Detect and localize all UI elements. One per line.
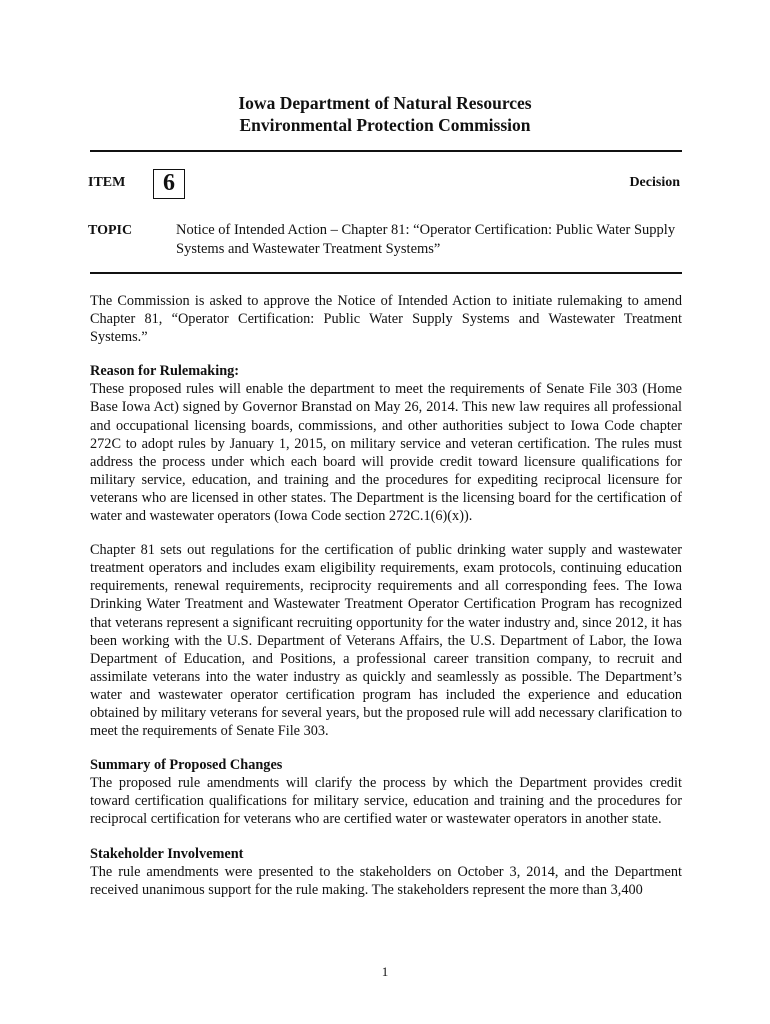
bottom-divider xyxy=(90,272,682,274)
item-label: ITEM xyxy=(88,175,126,190)
top-divider xyxy=(90,150,682,152)
document-body xyxy=(90,292,682,899)
stakeholder-paragraph: The rule amendments were presented to the stakeholders on October 3, 2014, and the Department received unanimous support for the rule making. The stakeholders represent the more than 3,400 xyxy=(90,863,682,898)
commission-title: Environmental Protection Commission xyxy=(239,115,531,135)
item-number-box: 6 xyxy=(153,169,185,199)
summary-section xyxy=(90,756,682,828)
document-header xyxy=(0,92,770,136)
summary-heading: Summary of Proposed Changes xyxy=(90,757,283,774)
stakeholder-heading: Stakeholder Involvement xyxy=(90,845,244,862)
reason-paragraph: These proposed rules will enable the department to meet the requirements of Senate File 303 (Home Base Iowa Act) signed by Governor Branstad on May 26, 2014. This new law requires all professional and occupational licensing boards, commissions, and other authorities subject to Iowa Code chapter 272C to adopt rules by January 1, 2015, on military service and veteran certification. The rules must address the process under which each board will provide credit toward licensure qualifications for military service, education, and training and the procedures for expediting reciprocal licensure for veterans who are licensed in other states. The Department is the licensing board for the certification of water and wastewater operators (Iowa Code section 272C.1(6)(x)). xyxy=(90,381,682,525)
topic-label: TOPIC xyxy=(88,223,133,238)
topic-text: Notice of Intended Action – Chapter 81: “Operator Certification: Public Water Supply Systems and Wastewater Treatment Systems” xyxy=(176,222,676,257)
summary-paragraph: The proposed rule amendments will clarify the process by which the Department provides credit toward certification qualifications for military service, education and training and the procedures for reciprocal certification for veterans who are certified water or wastewater operators in another state. xyxy=(90,775,682,828)
stakeholder-section xyxy=(90,845,682,899)
chapter81-paragraph: Chapter 81 sets out regulations for the certification of public drinking water supply and wastewater treatment operators and includes exam eligibility requirements, exam protocols, continuing education requirements, renewal requirements, reciprocity requirements and all corresponding fees. The Iowa Drinking Water Treatment and Wastewater Treatment Operator Certification Program has recognized that veterans represent a significant recruiting opportunity for the water industry and, since 2012, it has been working with the U.S. Department of Veterans Affairs, the U.S. Department of Labor, the Iowa Department of Education, and Positions, a professional career transition company, to recruit and assimilate veterans into the water industry as quickly and seamlessly as possible. The Department’s water and wastewater operator certification program has included the experience and education obtained by military veterans for several years, but the proposed rule will add necessary clarification to meet the requirements of Senate File 303. xyxy=(90,542,682,740)
decision-label: Decision xyxy=(629,175,680,190)
reason-section xyxy=(90,362,682,525)
reason-heading: Reason for Rulemaking: xyxy=(90,363,240,380)
department-title: Iowa Department of Natural Resources xyxy=(238,93,532,113)
intro-paragraph: The Commission is asked to approve the Notice of Intended Action to initiate rulemaking to amend Chapter 81, “Operator Certification: Public Water Supply Systems and Wastewater Treatment Systems.” xyxy=(90,293,682,346)
page-number: 1 xyxy=(381,964,389,979)
